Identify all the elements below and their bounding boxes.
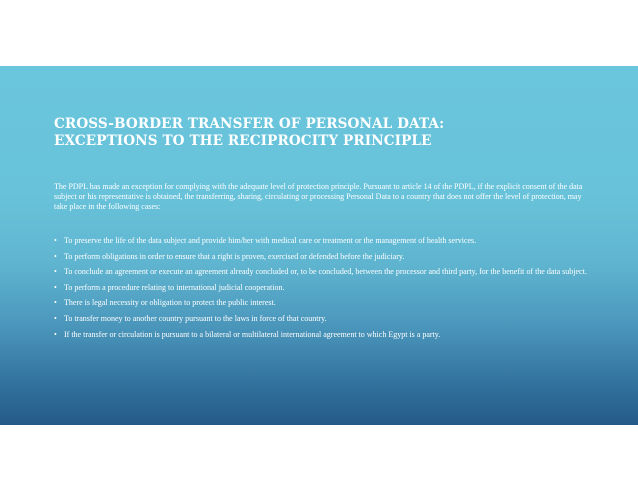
list-item bbox=[54, 283, 594, 293]
list-item bbox=[54, 267, 594, 277]
bullet-icon: • bbox=[54, 329, 57, 339]
slide-title-line-2: EXCEPTIONS TO THE RECIPROCITY PRINCIPLE bbox=[54, 133, 432, 149]
list-item bbox=[54, 298, 594, 308]
list-item-text: To conclude an agreement or execute an agreement already concluded or, to be concluded, between the processor and third party, for the benefit of the data subject. bbox=[64, 267, 587, 277]
bullet-icon: • bbox=[54, 298, 57, 308]
intro-paragraph: The PDPL has made an exception for complying with the adequate level of protection principle. Pursuant to article 14 of the PDPL, if the explicit consent of the data subject or his representative is obtained, the transferring, sharing, circulating or processing Personal Data to a country that does not offer the level of protection, may take place in the following cases: bbox=[54, 182, 583, 212]
bullet-icon: • bbox=[54, 267, 57, 277]
bullet-icon: • bbox=[54, 251, 57, 261]
bullet-icon: • bbox=[54, 236, 57, 245]
list-item-text: To preserve the life of the data subject and provide him/her with medical care or treatment or the management of health services. bbox=[64, 236, 477, 245]
list-item bbox=[54, 236, 594, 246]
list-item bbox=[54, 314, 594, 324]
list-item-text: If the transfer or circulation is pursuant to a bilateral or multilateral international agreement to which Egypt is a party. bbox=[64, 329, 441, 339]
bullet-icon: • bbox=[54, 282, 57, 292]
exceptions-list bbox=[54, 236, 594, 345]
list-item-text: To transfer money to another country pursuant to the laws in force of that country. bbox=[64, 313, 327, 323]
bullet-icon: • bbox=[54, 313, 57, 323]
list-item bbox=[54, 252, 594, 262]
slide-title-line-1: CROSS-BORDER TRANSFER OF PERSONAL DATA: bbox=[54, 116, 445, 132]
list-item-text: To perform a procedure relating to international judicial cooperation. bbox=[64, 282, 285, 292]
list-item-text: To perform obligations in order to ensure that a right is proven, exercised or defended before the judiciary. bbox=[64, 251, 405, 261]
slide-title bbox=[54, 116, 594, 150]
slide bbox=[0, 66, 638, 425]
list-item bbox=[54, 330, 594, 340]
list-item-text: There is legal necessity or obligation to protect the public interest. bbox=[64, 298, 276, 308]
